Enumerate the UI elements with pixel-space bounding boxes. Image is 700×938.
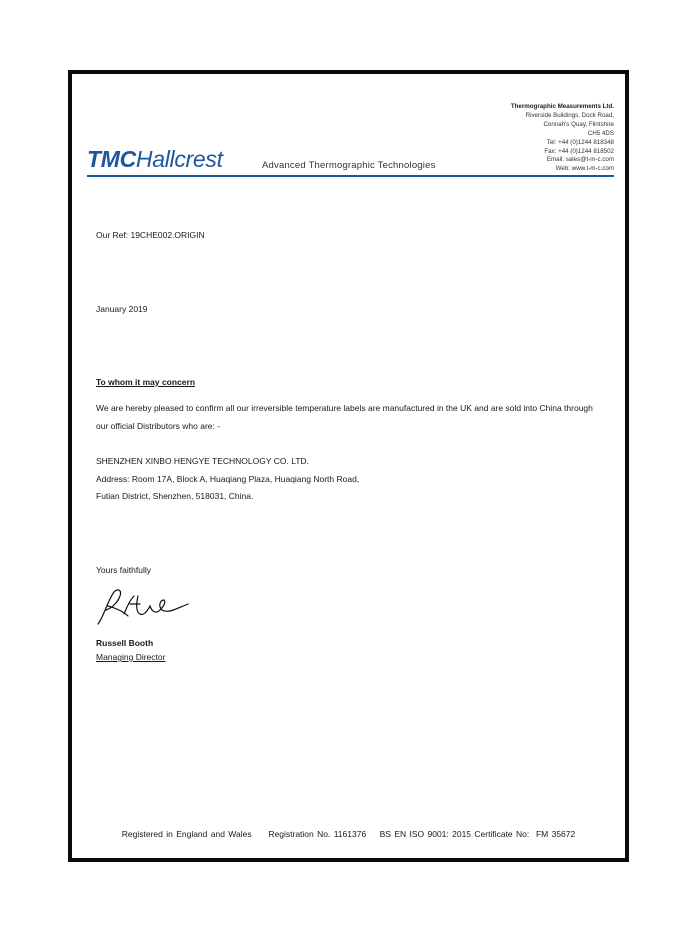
body-paragraph: We are hereby pleased to confirm all our irreversible temperature labels are manufactured in the UK and are sold into China through our official Distributors who are: - xyxy=(96,403,593,431)
company-name: Thermographic Measurements Ltd. xyxy=(510,103,614,110)
letterhead-divider xyxy=(87,175,614,177)
logo-tmc: TMC xyxy=(87,146,136,172)
company-tagline: Advanced Thermographic Technologies xyxy=(262,160,436,171)
distributor-address xyxy=(96,453,359,506)
address-line: CH5 4DS xyxy=(587,129,614,137)
signer-title: Managing Director xyxy=(96,652,166,662)
letter-date: January 2019 xyxy=(96,304,148,314)
company-logo xyxy=(87,146,223,173)
company-contact-block xyxy=(511,103,614,174)
distributor-address-line: Address: Room 17A, Block A, Huaqiang Plaza, Huaqiang North Road, xyxy=(96,473,360,484)
email: Email: sales@t-m-c.com xyxy=(546,156,614,164)
fax: Fax: +44 (0)1244 818502 xyxy=(544,147,614,155)
salutation: To whom it may concern xyxy=(96,377,196,387)
address-line: Riverside Buildings, Dock Road, xyxy=(525,111,614,119)
logo-hallcrest: Hallcrest xyxy=(135,146,223,172)
website: Web: www.t-m-c.com xyxy=(555,165,614,173)
distributor-address-line: Futian District, Shenzhen, 518031, China. xyxy=(96,491,254,501)
signature xyxy=(94,586,194,630)
distributor-name: SHENZHEN XINBO HENGYE TECHNOLOGY CO. LTD. xyxy=(96,456,310,466)
reference-line: Our Ref: 19CHE002.ORIGIN xyxy=(96,230,205,240)
telephone: Tel: +44 (0)1244 818348 xyxy=(546,138,614,146)
address-line: Connah's Quay, Flintshire xyxy=(543,120,614,128)
closing: Yours faithfully xyxy=(96,565,151,575)
signer-name: Russell Booth xyxy=(96,638,154,648)
registration-footer: Registered in England and Wales Registration No. 1161376 BS EN ISO 9001: 2015 Certificate No: FM 35672 xyxy=(121,829,576,839)
